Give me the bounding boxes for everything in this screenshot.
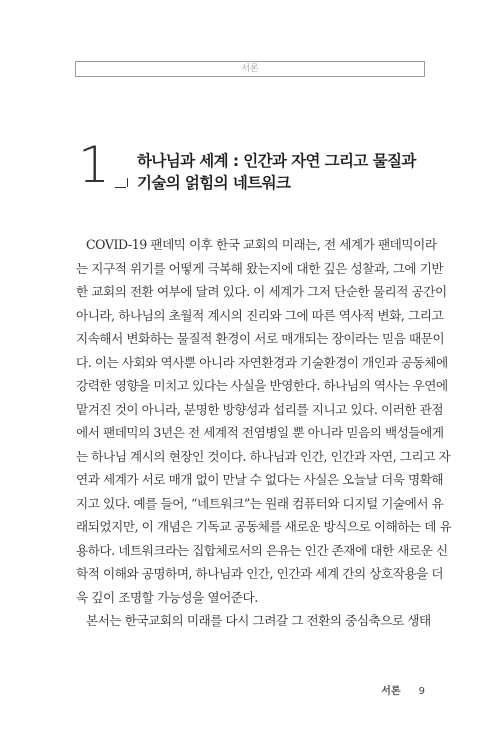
body-line: 연과 세계가 서로 매개 없이 만날 수 없다는 사실은 오늘날 더욱 명확해: [76, 472, 444, 487]
body-line: 본서는 한국교회의 미래를 다시 그려갈 그 전환의 중심축으로 생태: [86, 613, 431, 628]
body-line: 강력한 영향을 미치고 있다는 사실을 반영한다. 하나님의 역사는 우연에: [76, 378, 448, 393]
body-line: COVID-19 팬데믹 이후 한국 교회의 미래는, 전 세계가 팬데믹이라: [86, 237, 437, 252]
body-line: 용하다. 네트워크라는 집합체로서의 은유는 인간 존재에 대한 새로운 신: [76, 542, 448, 558]
chapter-number-tick: [127, 178, 128, 187]
chapter-title: [137, 150, 437, 194]
body-line: 맡겨진 것이 아니라, 분명한 방향성과 섭리를 지니고 있다. 이러한 관점: [76, 401, 444, 417]
body-line: 는 지구적 위기를 어떻게 극복해 왔는지에 대한 깊은 성찰과, 그에 기반: [76, 260, 444, 276]
body-line: 학적 이해와 공명하며, 하나님과 인간, 인간과 세계 간의 상호작용을 더: [76, 566, 444, 581]
body-line: 욱 깊이 조명할 가능성을 열어준다.: [76, 589, 258, 605]
page-footer: [300, 682, 425, 697]
chapter-number: 1: [78, 136, 108, 194]
running-header: [75, 61, 425, 77]
body-line: 는 하나님 계시의 현장인 것이다. 하나님과 인간, 인간과 자연, 그리고 자: [76, 448, 451, 464]
body-line: 아니라, 하나님의 초월적 계시의 진리와 그에 따른 역사적 변화, 그리고: [76, 307, 444, 323]
body-line: 한 교회의 전환 여부에 달려 있다. 이 세계가 그저 단순한 물리적 공간이: [76, 284, 447, 299]
body-line: 지고 있다. 예를 들어, “네트워크”는 원래 컴퓨터와 디지털 기술에서 유: [76, 495, 444, 511]
body-line: 래되었지만, 이 개념은 기독교 공동체를 새로운 방식으로 이해하는 데 유: [76, 519, 452, 534]
page-number: 9: [418, 686, 425, 697]
body-line: 에서 팬데믹의 3년은 전 세계적 전염병일 뿐 아니라 믿음의 백성들에게: [76, 425, 444, 440]
running-header-label: 서론: [241, 64, 259, 74]
chapter-title-line-2: 기술의 얽힘의 네트워크: [137, 174, 291, 192]
chapter-title-line-1: 하나님과 세계 : 인간과 자연 그리고 물질과: [137, 152, 416, 170]
footer-section-label: 서론: [381, 686, 401, 697]
chapter-number-underline: [115, 187, 126, 188]
body-line: 다. 이는 사회와 역사뿐 아니라 자연환경과 기술환경이 개인과 공동체에: [76, 354, 448, 370]
body-paragraphs: [76, 233, 452, 633]
body-line: 지속해서 변화하는 물질적 환경이 서로 매개되는 장이라는 믿음 때문이: [76, 331, 445, 346]
